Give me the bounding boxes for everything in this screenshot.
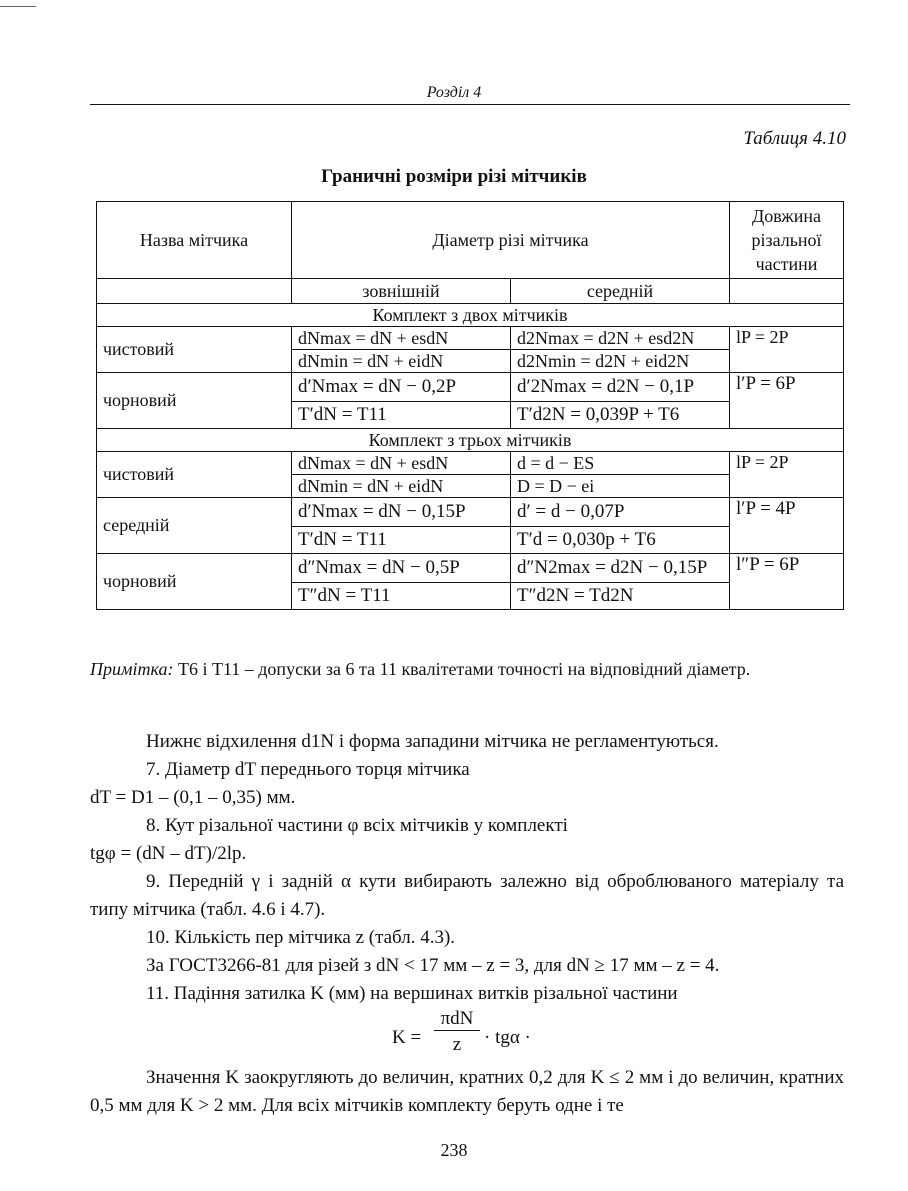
table-reference: Таблиця 4.10 [743,128,846,149]
kit-three-heading: Комплект з трьох мітчиків [97,429,844,452]
paragraph: 11. Падіння затилка K (мм) на вершинах витків різальної частини [146,983,678,1004]
note-label: Примітка: [90,659,174,679]
paragraph: 10. Кількість пер мітчика z (табл. 4.3). [146,927,456,948]
formula: dT = D1 – (0,1 – 0,35) мм. [90,787,296,808]
paragraph: Значення K заокругляють до величин, кратних 0,2 для K ≤ 2 мм і до величин, кратних 0,5 мм для K > 2 мм. Для всіх мітчиків комплекту беруть одне і те [90,1067,844,1116]
header-outer: зовнішній [292,279,511,304]
paragraph: 7. Діаметр dT переднього торця мітчика [146,759,470,780]
header-middle: середній [511,279,730,304]
formula-k-right: · tgα · [484,1027,531,1048]
table-title: Граничні розміри різі мітчиків [321,166,587,187]
formula-cell: T′d = 0,030p + T6 [511,527,730,554]
formula-cell: T′dN = T11 [292,402,511,429]
formula-cell: T″d2N = Td2N [511,583,730,610]
formula-cell: T″dN = T11 [292,583,511,610]
scan-edge-mark [0,6,36,7]
formula-cell: D = D − ei [511,475,730,498]
tap-name: чорновий [97,373,292,429]
length-cell: l′P = 4P [730,498,844,554]
formula-cell: T′dN = T11 [292,527,511,554]
formula-cell: d″Nmax = dN − 0,5P [292,554,511,583]
formula: tgφ = (dN – dT)/2lp. [90,843,247,864]
formula-cell: dNmax = dN + esdN [292,452,511,475]
tap-name: чорновий [97,554,292,610]
tap-name: середній [97,498,292,554]
length-cell: lP = 2P [730,327,844,373]
limits-table [96,201,844,610]
tap-name: чистовий [97,327,292,373]
formula-cell: d′ = d − 0,07P [511,498,730,527]
length-cell: lP = 2P [730,452,844,498]
formula-numerator: πdN [434,1008,480,1031]
tap-name: чистовий [97,452,292,498]
paragraph: 9. Передній γ і задній α кути вибирають залежно від оброблюваного матеріалу та типу мітчика (табл. 4.6 і 4.7). [90,871,844,920]
formula-cell: d = d − ES [511,452,730,475]
formula-k-left: K = [392,1027,422,1048]
page-number: 238 [440,1140,468,1160]
header-name: Назва мітчика [97,202,292,279]
formula-cell: d′2Nmax = d2N − 0,1P [511,373,730,402]
length-cell: l′P = 6P [730,373,844,429]
header-diameter: Діаметр різі мітчика [292,202,730,279]
header-length: Довжина різальної частини [730,202,844,279]
formula-cell: dNmax = dN + esdN [292,327,511,350]
formula-cell: d″N2max = d2N − 0,15P [511,554,730,583]
paragraph: 8. Кут різальної частини φ всіх мітчиків у комплекті [146,815,568,836]
body-text [90,728,844,1120]
formula-cell: dNmin = dN + eidN [292,350,511,373]
length-cell: l″P = 6P [730,554,844,610]
table-note [90,656,844,682]
formula-cell: d′Nmax = dN − 0,2P [292,373,511,402]
formula-cell: T′d2N = 0,039P + T6 [511,402,730,429]
section-header: Розділ 4 [426,84,482,101]
formula-denominator: z [452,1034,462,1055]
kit-two-heading: Комплект з двох мітчиків [97,304,844,327]
formula-cell: d2Nmax = d2N + esd2N [511,327,730,350]
note-text: T6 і T11 – допуски за 6 та 11 квалітетами точності на відповідний діаметр. [173,659,751,679]
formula-cell: d2Nmin = d2N + eid2N [511,350,730,373]
paragraph: Нижнє відхилення d1N і форма западини мітчика не регламентуються. [146,731,719,752]
header-rule [90,104,850,105]
formula-cell: d′Nmax = dN − 0,15P [292,498,511,527]
paragraph: За ГОСТ3266-81 для різей з dN < 17 мм – z = 3, для dN ≥ 17 мм – z = 4. [146,955,720,976]
formula-fraction [90,1008,844,1064]
formula-cell: dNmin = dN + eidN [292,475,511,498]
